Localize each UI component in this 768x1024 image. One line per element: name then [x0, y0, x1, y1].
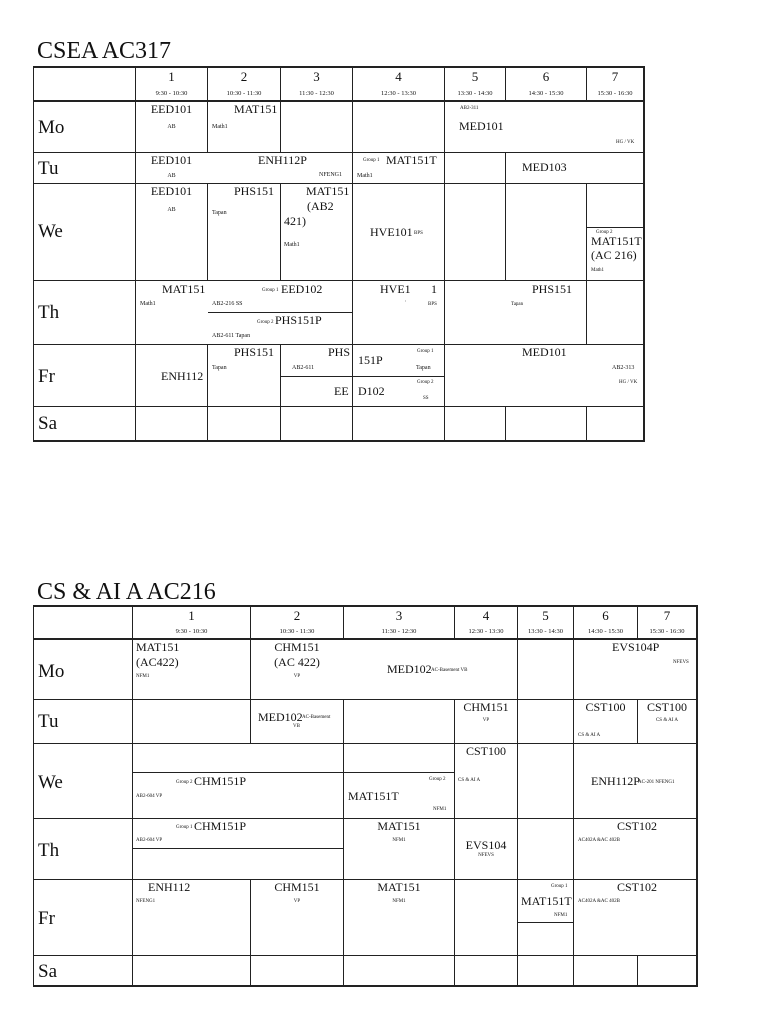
t1-we-phs-sub: Tapan	[212, 210, 227, 216]
t1-we-mat-line3: 421)	[284, 214, 306, 228]
t1-period-7-time: 15:30 - 16:30	[597, 90, 633, 97]
t2-fr-chm: CHM151	[274, 880, 320, 894]
t1-we-mat2-line1: MAT151T	[591, 234, 642, 248]
t2-day-fr: Fr	[38, 908, 55, 929]
t1-th-mat-sub: Math1	[140, 301, 156, 307]
t1-period-3-time: 11:30 - 12:30	[299, 90, 334, 97]
t1-fr-phs2-room: AB2-611	[292, 365, 315, 371]
t2-mo-chm-sub: VP	[293, 674, 301, 679]
t1-period-7-num: 7	[611, 69, 619, 84]
t2-tu-chm: CHM151	[463, 700, 509, 714]
t1-mo-eed: EED101	[150, 102, 193, 116]
t2-we-chmp: CHM151P	[194, 774, 247, 788]
t2-mo-mat-line1: MAT151	[136, 640, 180, 654]
t1-period-2-num: 2	[240, 69, 248, 84]
t1-th-hve-a: HVE1	[380, 282, 411, 296]
t1-period-5-num: 5	[471, 69, 479, 84]
t2-tu-med-sub1: AC-Basement	[302, 715, 331, 720]
t2-fr-enh: ENH112	[148, 880, 191, 894]
t2-tu-cst2: CST100	[646, 700, 687, 714]
t2-th-evs: EVS104	[465, 838, 507, 852]
t2-period-6-num: 6	[602, 608, 609, 623]
t1-period-5-time: 13:30 - 14:30	[457, 90, 493, 97]
t1-fr-phs-sub: Tapan	[212, 365, 227, 371]
t2-mo-med-sub: AC-Basement VB	[431, 668, 468, 673]
t1-period-6-num: 6	[542, 69, 550, 84]
t1-day-sa: Sa	[38, 413, 57, 434]
t1-fr-med: MED101	[522, 345, 567, 359]
t2-period-1-time: 9:30 - 10:30	[175, 628, 208, 635]
t1-tu-eed: EED101	[150, 153, 193, 167]
t2-period-4-num: 4	[482, 608, 490, 623]
t2-mo-mat-line2: (AC422)	[136, 655, 179, 669]
t1-we-mat-sub: Math1	[284, 242, 300, 248]
t2-fr-mat: MAT151	[377, 880, 421, 894]
t1-we-mat2-sub: Math1	[591, 268, 605, 273]
t1-th-phs-sub: Tapan	[511, 302, 524, 307]
t1-we-hve: HVE101	[370, 225, 413, 239]
t2-mo-med: MED102	[387, 662, 432, 676]
t2-mo-evs: EVS104P	[612, 640, 660, 654]
t1-period-3-num: 3	[313, 69, 320, 84]
t2-we-grp2b: Group 2	[429, 777, 446, 782]
t2-day-th: Th	[38, 840, 60, 861]
t2-period-6-time: 14:30 - 15:30	[587, 628, 624, 635]
t2-mo-mat-sub: NFM1	[136, 674, 150, 679]
t1-period-1-num: 1	[168, 69, 175, 84]
t1-fr-ee-a: EE	[334, 384, 349, 398]
t1-th-hve-b: 1	[431, 282, 437, 296]
t2-we-mat-sub: NFM1	[433, 807, 447, 812]
t1-tu-grp: Group 1	[363, 158, 380, 163]
t2-th-mat: MAT151	[377, 819, 421, 833]
t1-th-room2: AB2-611 Tapan	[212, 333, 251, 339]
t2-th-room: AB2-604 VP	[136, 838, 163, 843]
t1-fr-ee-fac: SS	[423, 396, 429, 401]
t2-th-chmp: CHM151P	[194, 819, 247, 833]
t2-mo-chm-line2: (AC 422)	[274, 655, 320, 669]
t1-th-grp1: Group 1	[262, 288, 279, 293]
t2-fr-mat-sub: NFM1	[392, 899, 406, 904]
t1-tu-mat: MAT151T	[386, 153, 437, 167]
t2-we-room: AB2-604 VP	[136, 794, 163, 799]
t1-fr-med-fac: HG / VK	[619, 380, 638, 385]
t1-th-hve-sub: BPS	[428, 302, 437, 307]
t1-fr-ee-b: D102	[358, 384, 385, 398]
t1-tu-enh: ENH112P	[258, 153, 307, 167]
t1-th-phs: PHS151	[532, 282, 573, 296]
t1-we-mat-line2: (AB2	[307, 199, 334, 213]
t1-we-mat2-line2: (AC 216)	[591, 248, 637, 262]
table1-title: CSEA AC317	[37, 38, 172, 64]
t2-we-enh: ENH112P	[591, 774, 640, 788]
t1-th-room1: AB2-216 SS	[212, 301, 243, 307]
t1-period-4-num: 4	[395, 69, 402, 84]
t1-we-hve-sub: BPS	[414, 231, 423, 236]
t1-tu-med: MED103	[522, 160, 567, 174]
t2-fr-cst-sub: AC402A &AC 402B	[578, 899, 620, 904]
t2-period-7-num: 7	[663, 608, 671, 623]
t2-period-5-time: 13:30 - 14:30	[527, 628, 564, 635]
t2-th-evs-sub: NFEVS	[478, 853, 494, 858]
t1-fr-grp2: Group 2	[417, 380, 434, 385]
t1-mo-fac: HG / VK	[616, 140, 635, 145]
t1-day-tu: Tu	[38, 158, 59, 179]
t2-mo-chm-line1: CHM151	[274, 640, 320, 654]
t1-mo-mat: MAT151	[234, 102, 278, 116]
t2-fr-enh-sub: NFENG1	[136, 899, 156, 904]
t1-mo-room: AB2-311	[460, 106, 479, 111]
t2-we-mat: MAT151T	[348, 789, 399, 803]
t2-period-2-num: 2	[293, 608, 301, 623]
t1-mo-med: MED101	[459, 119, 504, 133]
t2-tu-cst1-sub: CS & AI A	[578, 733, 601, 738]
t1-we-mat-line1: MAT151	[306, 184, 350, 198]
t2-tu-chm-sub: VP	[482, 718, 490, 723]
t1-day-fr: Fr	[38, 366, 55, 387]
t2-day-we: We	[38, 772, 63, 793]
t2-tu-cst1: CST100	[585, 700, 626, 714]
t1-fr-phs2-fac: Tapan	[416, 365, 431, 371]
t2-we-cst: CST100	[465, 744, 506, 758]
t2-fr-matt: MAT151T	[521, 894, 572, 908]
t1-fr-phs: PHS151	[234, 345, 275, 359]
t2-th-cst: CST102	[617, 819, 658, 833]
t2-fr-grp1: Group 1	[551, 884, 568, 889]
t2-period-1-num: 1	[188, 608, 195, 623]
t1-fr-enh: ENH112	[161, 369, 204, 383]
t2-period-7-time: 15:30 - 16:30	[649, 628, 685, 635]
t2-th-cst-sub: AC402A &AC 402B	[578, 838, 620, 843]
t2-period-3-num: 3	[395, 608, 403, 623]
t1-th-grp2: Group 2	[257, 320, 274, 325]
t1-th-hve-tick: '	[405, 301, 406, 306]
t2-we-cst-sub: CS & AI A	[458, 778, 481, 783]
t2-day-tu: Tu	[38, 711, 59, 732]
t1-we-eed: EED101	[150, 184, 193, 198]
t1-th-mat: MAT151	[162, 282, 206, 296]
t1-day-we: We	[38, 221, 63, 242]
t2-mo-evs-sub: NFEVS	[673, 660, 689, 665]
t1-period-4-time: 12:30 - 13:30	[380, 90, 417, 97]
t2-tu-med-sub2: VB	[293, 724, 300, 729]
t2-period-5-num: 5	[542, 608, 549, 623]
t1-we-phs: PHS151	[234, 184, 275, 198]
t1-period-6-time: 14:30 - 15:30	[528, 90, 564, 97]
t2-th-grp1: Group 1	[176, 825, 193, 830]
t2-tu-cst2-sub: CS & AI A	[655, 718, 679, 723]
t1-th-phsp: PHS151P	[275, 313, 322, 327]
t2-day-mo: Mo	[38, 661, 65, 682]
t2-period-4-time: 12:30 - 13:30	[468, 628, 504, 635]
t1-fr-med-room: AB2-313	[612, 365, 635, 371]
table2-title: CS & AI A AC216	[37, 579, 216, 605]
t1-we-eed-sub: AB	[167, 207, 176, 213]
t2-we-grp2: Group 2	[176, 780, 193, 785]
t1-fr-grp1: Group 1	[417, 349, 434, 354]
t2-period-2-time: 10:30 - 11:30	[279, 628, 315, 635]
t1-period-2-time: 10:30 - 11:30	[226, 90, 262, 97]
t1-we-grp: Group 2	[596, 230, 613, 235]
t1-fr-phs2-b: 151P	[358, 353, 383, 367]
t1-th-eed: EED102	[281, 282, 323, 296]
t2-day-sa: Sa	[38, 961, 57, 982]
t1-tu-enh-fac: NFENG1	[319, 172, 343, 178]
t2-we-enh-sub: AC-201 NFENG1	[638, 780, 675, 785]
t1-day-mo: Mo	[38, 117, 65, 138]
t1-tu-mat-sub: Math1	[357, 173, 373, 179]
t2-fr-cst: CST102	[617, 880, 658, 894]
t1-mo-mat-sub: Math1	[212, 124, 228, 130]
t2-fr-matt-sub: NFM1	[554, 913, 568, 918]
t2-fr-chm-sub: VP	[293, 899, 301, 904]
t1-fr-phs2-a: PHS	[328, 345, 351, 359]
t1-mo-eed-sub: AB	[167, 124, 176, 130]
t1-tu-eed-sub: AB	[167, 173, 176, 179]
t2-tu-med: MED102	[258, 710, 303, 724]
t2-th-mat-sub: NFM1	[392, 838, 406, 843]
t1-day-th: Th	[38, 302, 60, 323]
t1-period-1-time: 9:30 - 10:30	[155, 90, 188, 97]
t2-period-3-time: 11:30 - 12:30	[381, 628, 417, 635]
